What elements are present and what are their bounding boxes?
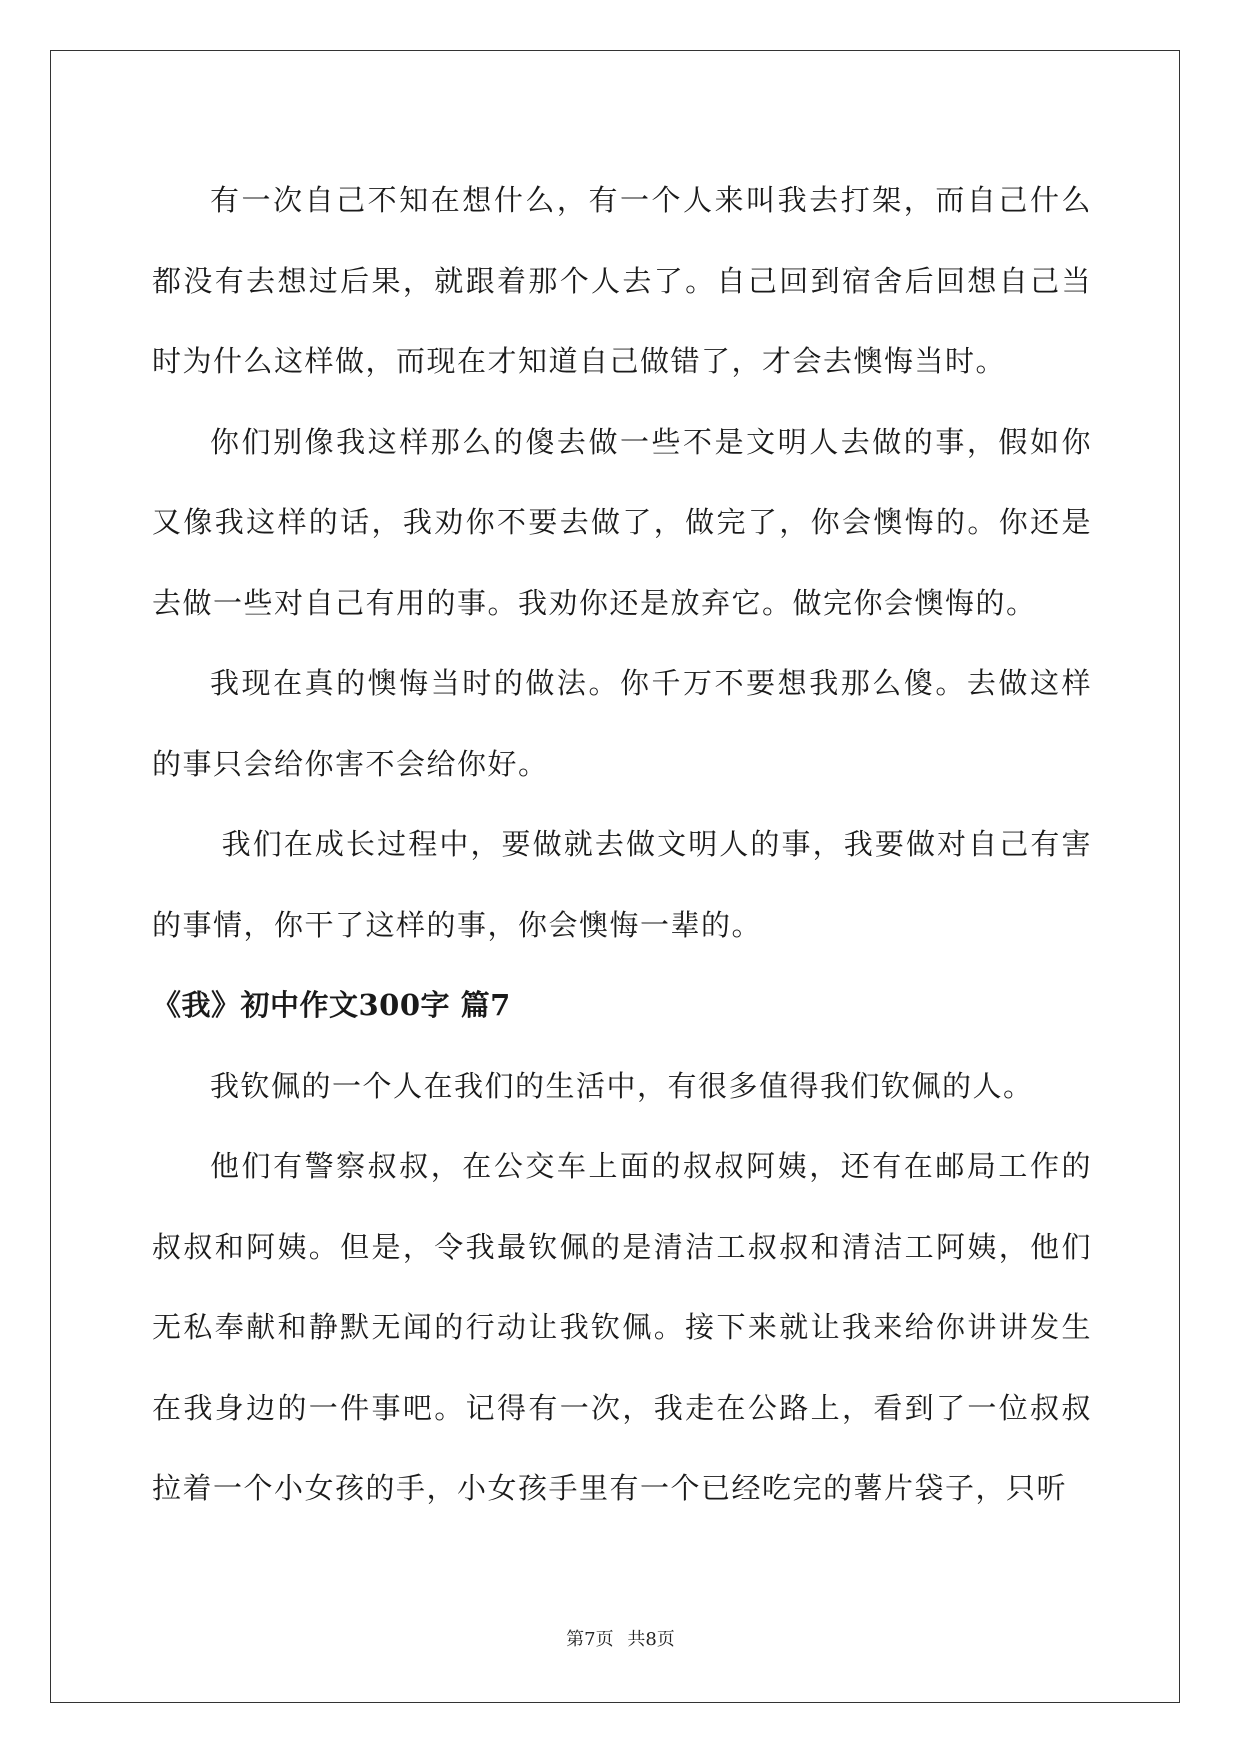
paragraph-1: 有一次自己不知在想什么，有一个人来叫我去打架，而自己什么都没有去想过后果，就跟着那个人去了。自己回到宿舍后回想自己当时为什么这样做，而现在才知道自己做错了，才会去懊悔当时。: [152, 183, 1092, 378]
total-pages: 共8页: [627, 1629, 675, 1650]
section-paragraph-1: 我钦佩的一个人在我们的生活中，有很多值得我们钦佩的人。: [210, 1068, 1034, 1103]
paragraph-2: 你们别像我这样那么的傻去做一些不是文明人去做的事，假如你又像我这样的话，我劝你不要去做了，做完了，你会懊悔的。你还是去做一些对自己有用的事。我劝你还是放弃它。做完你会懊悔的。: [152, 424, 1092, 620]
paragraph-4: 我们在成长过程中，要做就去做文明人的事，我要做对自己有害的事情，你干了这样的事，你会懊悔一辈的。: [152, 827, 1092, 942]
page-footer: [0, 1628, 1241, 1652]
page-number: 第7页: [566, 1629, 614, 1650]
paragraph-3: 我现在真的懊悔当时的做法。你千万不要想我那么傻。去做这样的事只会给你害不会给你好。: [152, 666, 1092, 781]
document-body: [152, 160, 1092, 1529]
section-heading: 《我》初中作文300字 篇7: [152, 988, 511, 1022]
section-paragraph-2: 他们有警察叔叔，在公交车上面的叔叔阿姨，还有在邮局工作的叔叔和阿姨。但是，令我最钦佩的是清洁工叔叔和清洁工阿姨，他们无私奉献和静默无闻的行动让我钦佩。接下来就让我来给你讲讲发生在我身边的一件事吧。记得有一次，我走在公路上，看到了一位叔叔拉着一个小女孩的手，小女孩手里有一个已经吃完的薯片袋子，只听: [152, 1149, 1092, 1505]
